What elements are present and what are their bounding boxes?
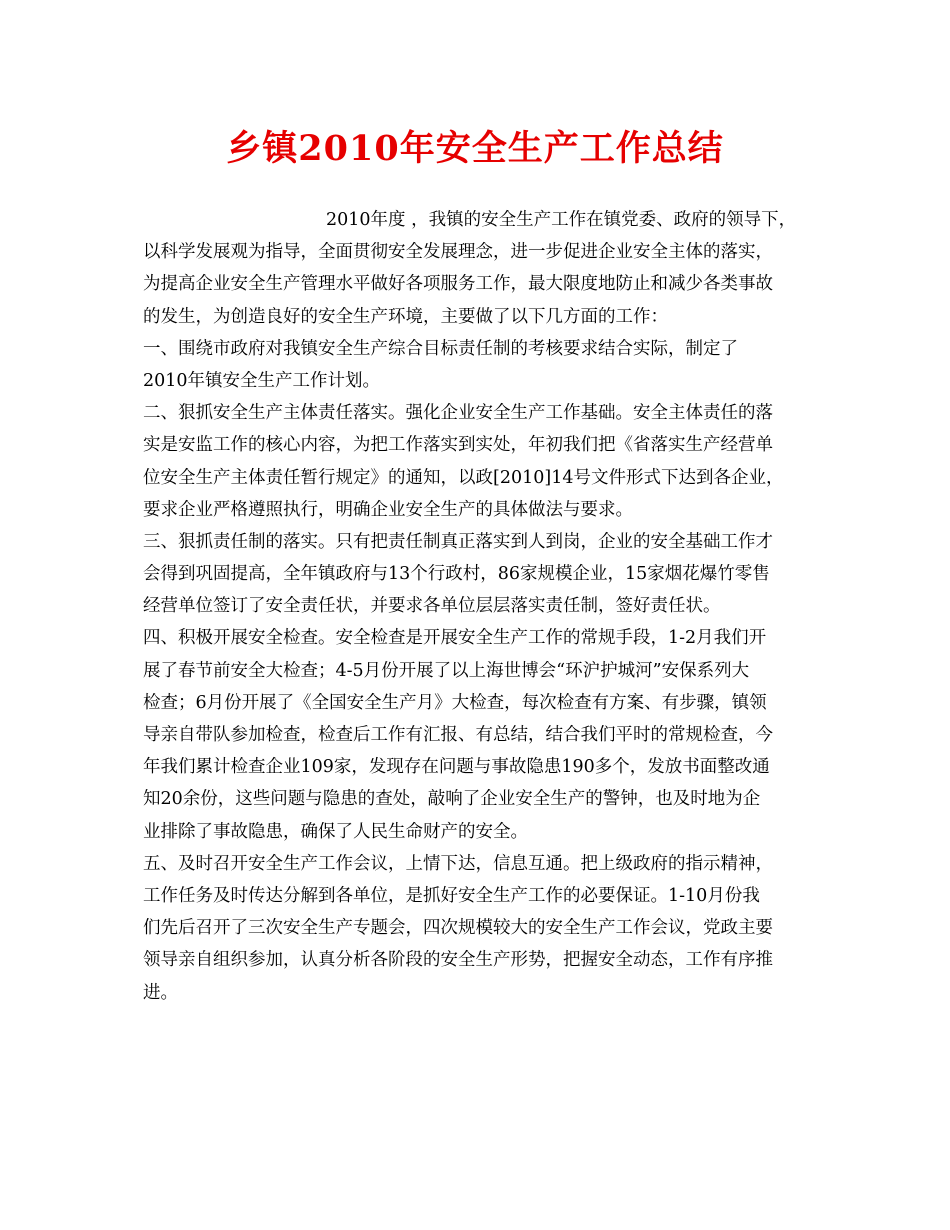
body-line: 四、积极开展安全检查。安全检查是开展安全生产工作的常规手段，1-2月我们开 [143,628,767,649]
body-line: 五、及时召开安全生产工作会议，上情下达，信息互通。把上级政府的指示精神， [143,853,773,874]
body-line: 实是安监工作的核心内容，为把工作落实到实处，年初我们把《省落实生产经营单 [143,435,773,456]
body-line: 知20余份，这些问题与隐患的查处，敲响了企业安全生产的警钟，也及时地为企 [143,789,761,810]
body-line: 一、围绕市政府对我镇安全生产综合目标责任制的考核要求结合实际，制定了 [143,338,738,359]
body-line: 2010年度 ，我镇的安全生产工作在镇党委、政府的领导下， [326,210,797,230]
body-line: 年我们累计检查企业109家，发现存在问题与事故隐患190多个，发放书面整改通 [143,757,770,778]
body-line: 导亲自带队参加检查，检查后工作有汇报、有总结，结合我们平时的常规检查，今 [143,725,773,745]
body-line: 进。 [143,982,178,1003]
body-line: 领导亲自组织参加，认真分析各阶段的安全生产形势，把握安全动态，工作有序推 [143,950,773,971]
body-line: 检查；6月份开展了《全国安全生产月》大检查，每次检查有方案、有步骤，镇领 [143,692,767,713]
body-line: 们先后召开了三次安全生产专题会，四次规模较大的安全生产工作会议，党政主要 [143,918,773,939]
body-line: 业排除了事故隐患，确保了人民生命财产的安全。 [143,821,528,842]
body-line: 位安全生产主体责任暂行规定》的通知，以政[2010]14号文件形式下达到各企业， [143,467,784,488]
body-line: 展了春节前安全大检查；4-5月份开展了以上海世博会“环沪护城河”安保系列大 [143,660,750,681]
document-title: 乡镇2010年安全生产工作总结 [226,128,724,169]
body-line: 会得到巩固提高，全年镇政府与13个行政村，86家规模企业，15家烟花爆竹零售 [143,564,770,585]
body-line: 2010年镇安全生产工作计划。 [143,370,381,391]
body-line: 工作任务及时传达分解到各单位，是抓好安全生产工作的必要保证。1-10月份我 [143,885,760,906]
body-line: 的发生，为创造良好的安全生产环境，主要做了以下几方面的工作： [143,306,668,327]
body-line: 以科学发展观为指导，全面贯彻安全发展理念，进一步促进企业安全主体的落实， [143,242,773,263]
body-line: 三、狠抓责任制的落实。只有把责任制真正落实到人到岗，企业的安全基础工作才 [143,531,773,552]
body-line: 经营单位签订了安全责任状，并要求各单位层层落实责任制，签好责任状。 [143,596,721,617]
body-line: 二、狠抓安全生产主体责任落实。强化企业安全生产工作基础。安全主体责任的落 [143,403,773,424]
body-line: 为提高企业安全生产管理水平做好各项服务工作，最大限度地防止和减少各类事故 [143,274,773,295]
body-line: 要求企业严格遵照执行，明确企业安全生产的具体做法与要求。 [143,499,633,520]
document-body [143,204,833,1009]
